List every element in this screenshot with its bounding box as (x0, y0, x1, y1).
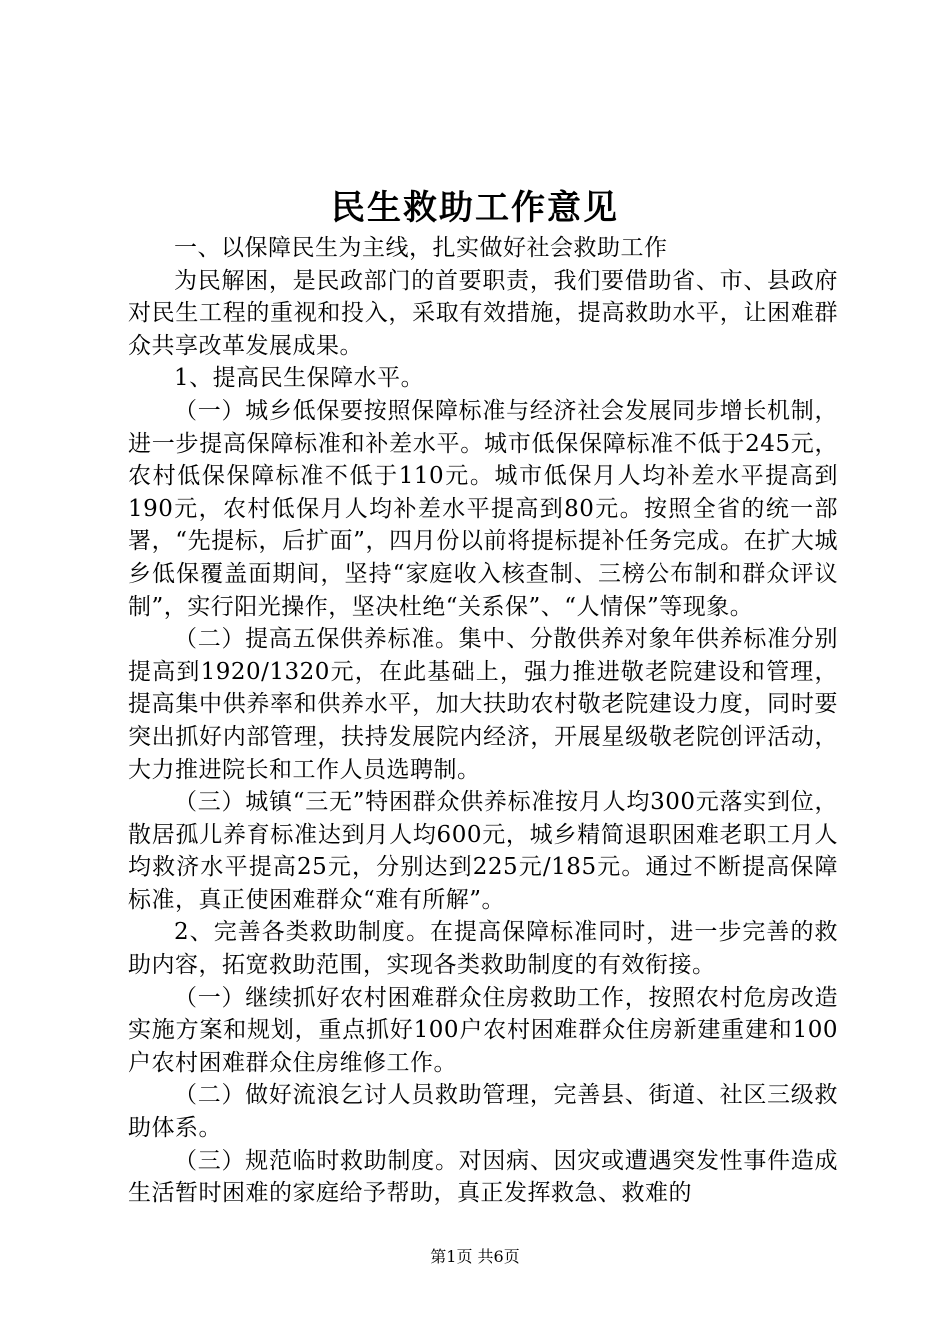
document-title: 民生救助工作意见 (331, 188, 619, 228)
page-number: 第1页 共6页 (430, 1247, 520, 1266)
document-body (128, 232, 838, 1210)
paragraph: （一）城乡低保要按照保障标准与经济社会发展同步增长机制，进一步提高保障标准和补差水平。城市低保保障标准不低于245元，农村低保保障标准不低于110元。城市低保月人均补差水平提高到190元，农村低保月人均补差水平提高到80元。按照全省的统一部署，“先提标，后扩面”，四月份以前将提标提补任务完成。在扩大城乡低保覆盖面期间，坚持“家庭收入核查制、三榜公布制和群众评议制”，实行阳光操作，坚决杜绝“关系保”、“人情保”等现象。 (128, 397, 838, 620)
paragraph: （三）规范临时救助制度。对因病、因灾或遭遇突发性事件造成生活暂时困难的家庭给予帮助，真正发挥救急、救难的 (128, 1147, 838, 1207)
subsection-heading: 1、提高民生保障水平。 (174, 365, 425, 392)
paragraph: （三）城镇“三无”特困群众供养标准按月人均300元落实到位，散居孤儿养育标准达到月人均600元，城乡精简退职困难老职工月人均救济水平提高25元，分别达到225元/185元。通过不断提高保障标准，真正使困难群众“难有所解”。 (128, 789, 838, 913)
paragraph: 为民解困，是民政部门的首要职责，我们要借助省、市、县政府对民生工程的重视和投入，采取有效措施，提高救助水平，让困难群众共享改革发展成果。 (128, 267, 838, 359)
paragraph: （一）继续抓好农村困难群众住房救助工作，按照农村危房改造实施方案和规划，重点抓好100户农村困难群众住房新建重建和100户农村困难群众住房维修工作。 (128, 984, 838, 1076)
section-heading: 一、以保障民生为主线，扎实做好社会救助工作 (174, 235, 668, 261)
paragraph: （二）做好流浪乞讨人员救助管理，完善县、街道、社区三级救助体系。 (128, 1082, 838, 1142)
subsection-heading: 2、完善各类救助制度。在提高保障标准同时，进一步完善的救助内容，拓宽救助范围，实现各类救助制度的有效衔接。 (128, 919, 838, 979)
paragraph: （二）提高五保供养标准。集中、分散供养对象年供养标准分别提高到1920/1320元，在此基础上，强力推进敬老院建设和管理，提高集中供养率和供养水平，加大扶助农村敬老院建设力度，同时要突出抓好内部管理，扶持发展院内经济，开展星级敬老院创评活动，大力推进院长和工作人员选聘制。 (128, 626, 838, 783)
